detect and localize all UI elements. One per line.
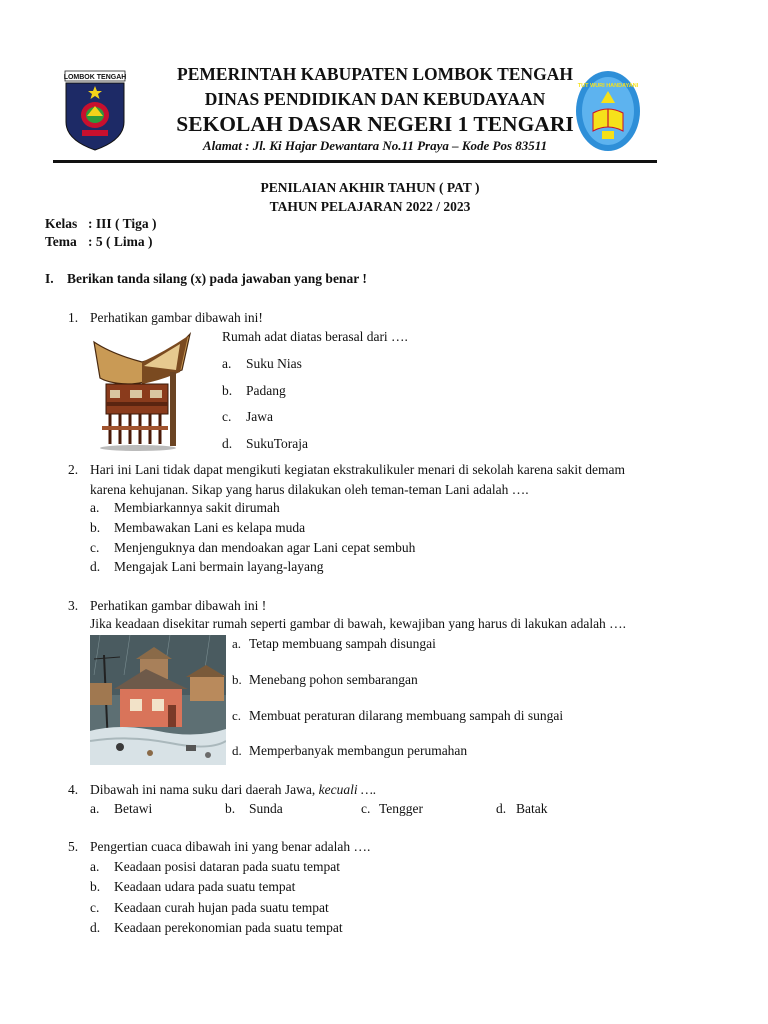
q5-number: 5. [68, 839, 79, 854]
exam-year: TAHUN PELAJARAN 2022 / 2023 [269, 199, 471, 214]
option-text: Padang [246, 383, 286, 398]
q5-option-d[interactable] [90, 920, 343, 936]
q5-option-b[interactable] [90, 879, 295, 895]
q1-sub: Rumah adat diatas berasal dari …. [222, 329, 408, 344]
q3-text-line2: Jika keadaan disekitar rumah seperti gambar di bawah, kewajiban yang harus di lakukan adalah …. [90, 616, 627, 631]
q3-option-a[interactable] [232, 636, 436, 652]
toraja-house-image [92, 332, 192, 454]
option-letter: d. [90, 920, 101, 935]
option-text: Batak [516, 801, 548, 816]
option-text: Keadaan perekonomian pada suatu tempat [114, 920, 343, 935]
option-text: Membawakan Lani es kelapa muda [114, 520, 306, 535]
option-letter: a. [90, 500, 100, 515]
option-text: Menjenguknya dan mendoakan agar Lani cepat sembuh [114, 540, 416, 555]
option-letter: a. [222, 356, 232, 371]
q5-option-c[interactable] [90, 900, 329, 916]
option-text: SukuToraja [246, 436, 309, 451]
kelas-value: : III ( Tiga ) [88, 216, 157, 231]
option-letter: b. [90, 879, 101, 894]
q4-option-a[interactable] [90, 801, 152, 817]
option-text: Keadaan curah hujan pada suatu tempat [114, 900, 329, 915]
option-letter: b. [225, 801, 236, 816]
lombok-tengah-logo [64, 70, 126, 152]
option-letter: d. [222, 436, 233, 451]
logo-left-text: LOMBOK TENGAH [64, 74, 126, 81]
q3-text-line1: Perhatikan gambar dibawah ini ! [90, 598, 267, 613]
option-text: Suku Nias [246, 356, 302, 371]
q1-option-c[interactable] [222, 409, 273, 425]
q5-text: Pengertian cuaca dibawah ini yang benar adalah …. [90, 839, 371, 854]
q2-option-d[interactable] [90, 559, 324, 575]
q1-number: 1. [68, 310, 79, 325]
q1-option-b[interactable] [222, 383, 286, 399]
q4-text-italic: kecuali …. [318, 782, 377, 797]
q3-option-b[interactable] [232, 672, 418, 688]
option-text: Sunda [249, 801, 283, 816]
option-letter: a. [90, 801, 100, 816]
option-text: Menebang pohon sembarangan [249, 672, 418, 687]
flood-scene-image [90, 635, 226, 765]
option-text: Tetap membuang sampah disungai [249, 636, 436, 651]
option-text: Mengajak Lani bermain layang-layang [114, 559, 324, 574]
option-letter: c. [90, 900, 100, 915]
option-letter: b. [232, 672, 242, 687]
q4-option-c[interactable] [361, 801, 423, 817]
option-text: Membuat peraturan dilarang membuang sampah di sungai [249, 708, 564, 723]
option-text: Keadaan udara pada suatu tempat [114, 879, 296, 894]
q3-option-d[interactable] [232, 743, 467, 759]
q3-option-c[interactable] [232, 708, 563, 724]
q4-text [90, 782, 376, 798]
tema-value: : 5 ( Lima ) [88, 234, 153, 249]
q2-number: 2. [68, 462, 79, 477]
option-letter: a. [90, 859, 100, 874]
option-letter: c. [222, 409, 232, 424]
section-instruction: Berikan tanda silang (x) pada jawaban yang benar ! [67, 271, 367, 286]
q4-option-d[interactable] [496, 801, 548, 817]
option-letter: b. [90, 520, 101, 535]
q1-option-a[interactable] [222, 356, 302, 372]
option-letter: a. [232, 636, 242, 651]
q2-text-line2: karena kehujanan. Sikap yang harus dilakukan oleh teman-teman Lani adalah …. [90, 482, 529, 497]
q1-text: Perhatikan gambar dibawah ini! [90, 310, 263, 325]
q2-option-a[interactable] [90, 500, 280, 516]
header-divider [53, 160, 657, 163]
header-government: PEMERINTAH KABUPATEN LOMBOK TENGAH [177, 64, 573, 84]
q4-number: 4. [68, 782, 79, 797]
q1-option-d[interactable] [222, 436, 308, 452]
option-letter: c. [232, 708, 242, 723]
option-letter: c. [361, 801, 371, 816]
option-letter: d. [232, 743, 242, 758]
q4-text-main: Dibawah ini nama suku dari daerah Jawa, [90, 782, 319, 797]
section-number: I. [45, 271, 54, 286]
option-letter: d. [90, 559, 101, 574]
header-school-name: SEKOLAH DASAR NEGERI 1 TENGARI [176, 112, 574, 136]
logo-right-text: TUT WURI HANDAYANI [577, 83, 639, 89]
option-text: Memperbanyak membangun perumahan [249, 743, 468, 758]
option-letter: b. [222, 383, 233, 398]
option-text: Membiarkannya sakit dirumah [114, 500, 280, 515]
q2-option-c[interactable] [90, 540, 415, 556]
tema-label: Tema [45, 234, 77, 249]
header-address: Alamat : Jl. Ki Hajar Dewantara No.11 Praya – Kode Pos 83511 [202, 138, 548, 153]
option-text: Betawi [114, 801, 153, 816]
kelas-label: Kelas [45, 216, 78, 231]
header-department: DINAS PENDIDIKAN DAN KEBUDAYAAN [204, 89, 546, 109]
q2-text-line1: Hari ini Lani tidak dapat mengikuti kegiatan ekstrakulikuler menari di sekolah karena sakit demam [90, 462, 625, 477]
option-text: Jawa [246, 409, 273, 424]
q5-option-a[interactable] [90, 859, 340, 875]
q2-option-b[interactable] [90, 520, 305, 536]
option-text: Keadaan posisi dataran pada suatu tempat [114, 859, 341, 874]
option-letter: c. [90, 540, 100, 555]
exam-title: PENILAIAN AKHIR TAHUN ( PAT ) [260, 180, 480, 195]
q3-number: 3. [68, 598, 79, 613]
q4-option-b[interactable] [225, 801, 283, 817]
option-text: Tengger [379, 801, 424, 816]
option-letter: d. [496, 801, 507, 816]
